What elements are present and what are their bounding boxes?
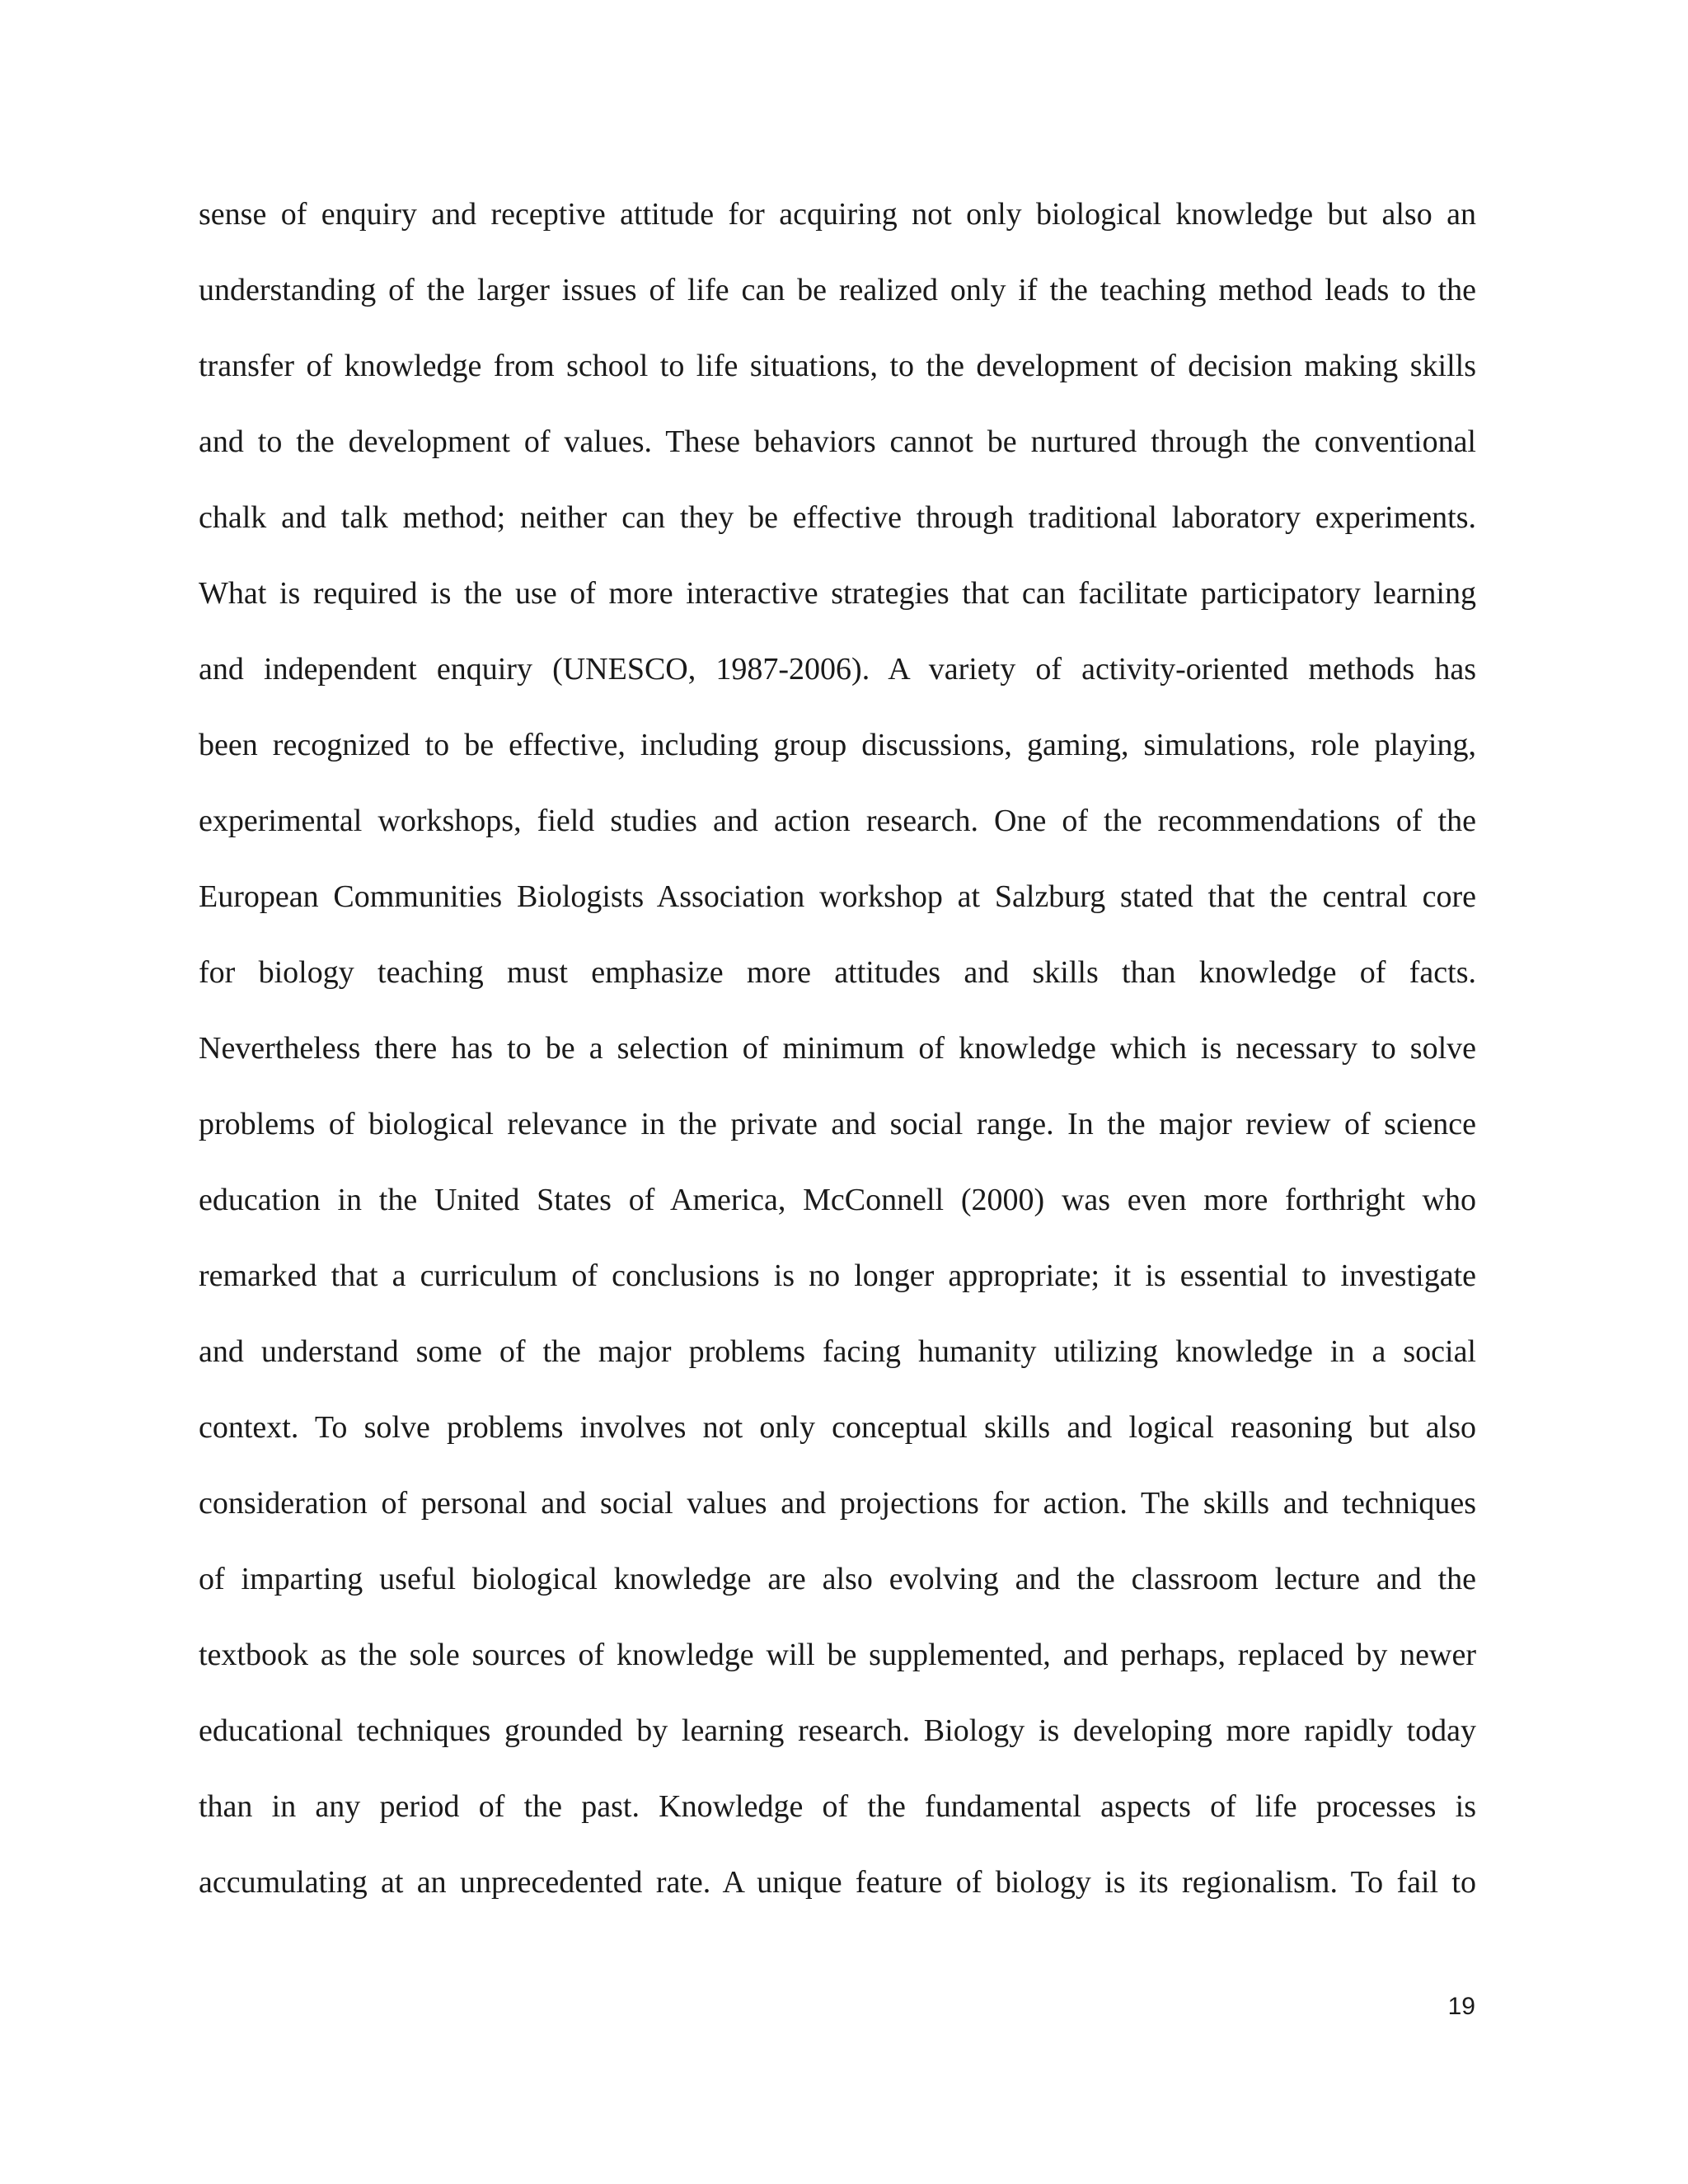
text-line: and to the development of values. These behaviors cannot be nurtured through the conventional — [199, 424, 1476, 459]
page-number: 19 — [1447, 1993, 1475, 2020]
text-line: textbook as the sole sources of knowledge will be supplemented, and perhaps, replaced by newer — [199, 1638, 1476, 1672]
text-line: and understand some of the major problems facing humanity utilizing knowledge in a social — [199, 1334, 1476, 1369]
text-line: European Communities Biologists Association workshop at Salzburg stated that the central core — [199, 879, 1476, 914]
text-line: of imparting useful biological knowledge are also evolving and the classroom lecture and the — [199, 1562, 1476, 1596]
text-line: educational techniques grounded by learning research. Biology is developing more rapidly today — [199, 1713, 1476, 1748]
text-line: sense of enquiry and receptive attitude for acquiring not only biological knowledge but also an — [199, 197, 1476, 232]
text-line: experimental workshops, field studies and action research. One of the recommendations of the — [199, 804, 1476, 838]
text-line: and independent enquiry (UNESCO, 1987-2006). A variety of activity-oriented methods has — [199, 652, 1476, 687]
text-line: What is required is the use of more interactive strategies that can facilitate participatory learning — [199, 576, 1476, 611]
text-line: chalk and talk method; neither can they be effective through traditional laboratory experiments. — [199, 500, 1476, 535]
text-line: accumulating at an unprecedented rate. A unique feature of biology is its regionalism. To fail to — [199, 1865, 1476, 1900]
text-line: Nevertheless there has to be a selection of minimum of knowledge which is necessary to solve — [199, 1031, 1476, 1066]
text-line: remarked that a curriculum of conclusions is no longer appropriate; it is essential to investigate — [199, 1258, 1476, 1293]
text-line: problems of biological relevance in the private and social range. In the major review of science — [199, 1107, 1476, 1141]
text-line: been recognized to be effective, including group discussions, gaming, simulations, role playing, — [199, 728, 1476, 762]
text-line: understanding of the larger issues of life can be realized only if the teaching method leads to the — [199, 273, 1476, 307]
text-line: context. To solve problems involves not only conceptual skills and logical reasoning but also — [199, 1410, 1476, 1445]
body-paragraph — [199, 191, 1476, 1935]
text-line: for biology teaching must emphasize more attitudes and skills than knowledge of facts. — [199, 955, 1476, 990]
text-line: education in the United States of America, McConnell (2000) was even more forthright who — [199, 1183, 1476, 1217]
text-line: consideration of personal and social values and projections for action. The skills and techniques — [199, 1486, 1476, 1521]
text-line: transfer of knowledge from school to life situations, to the development of decision making skills — [199, 349, 1476, 383]
text-line: than in any period of the past. Knowledge of the fundamental aspects of life processes is — [199, 1789, 1476, 1824]
